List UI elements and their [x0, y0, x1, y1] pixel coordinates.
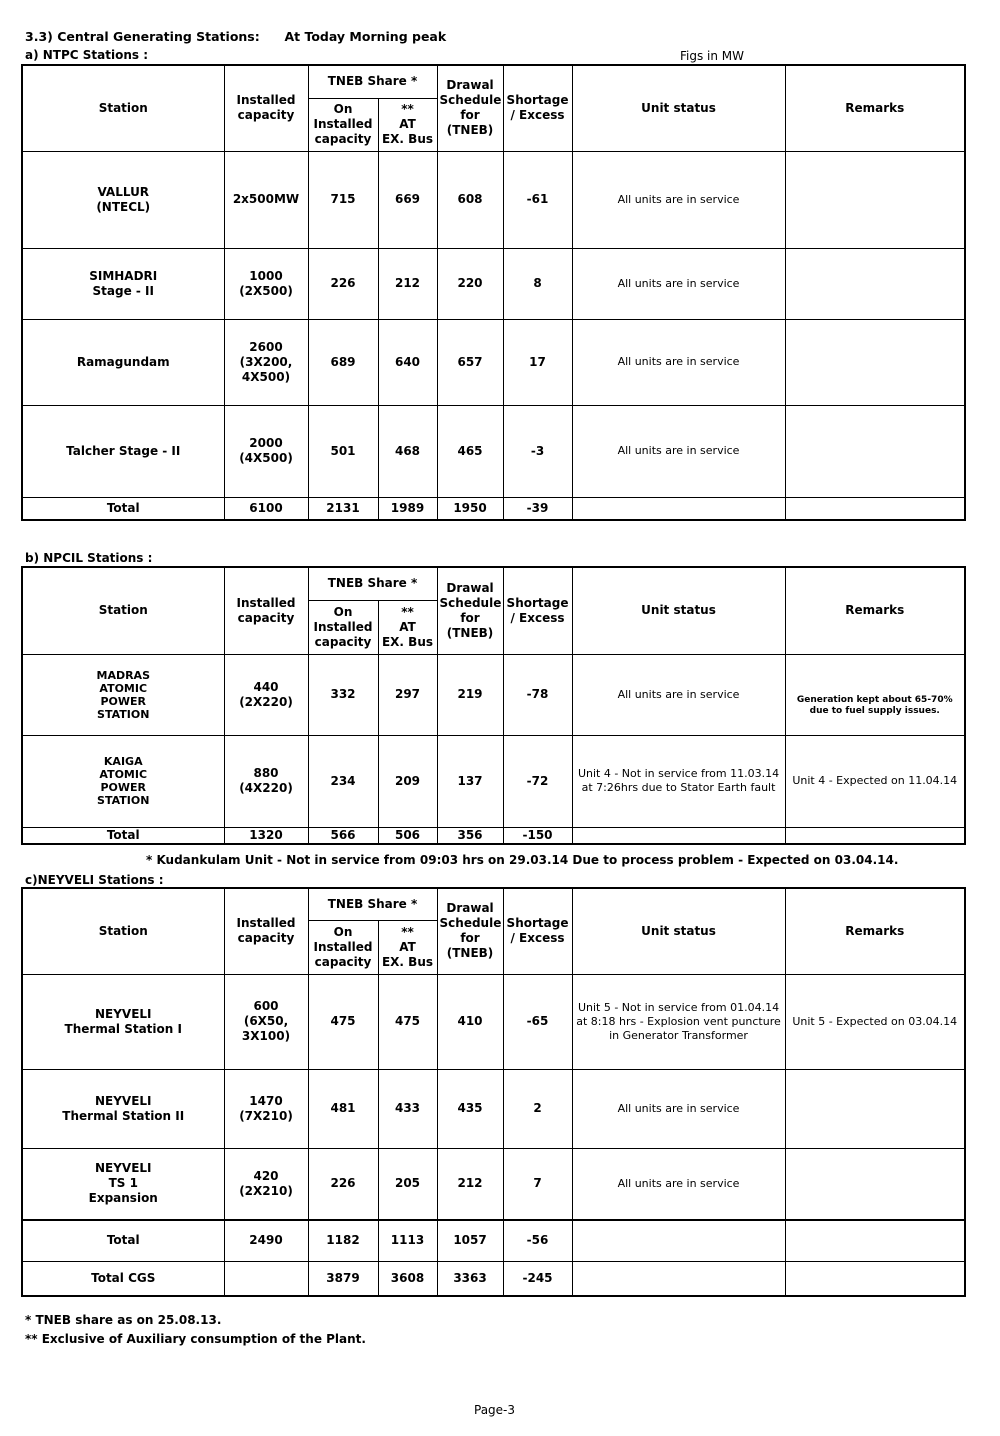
total-remarks	[785, 827, 965, 844]
header-unit-status: Unit status	[572, 888, 785, 974]
header-at-ex-bus: ** AT EX. Bus	[378, 600, 437, 654]
header-on-installed: On Installed capacity	[308, 600, 378, 654]
header-drawal: Drawal Schedule for (TNEB)	[437, 567, 503, 654]
on-installed-value: 226	[308, 1148, 378, 1220]
total-capacity: 6100	[224, 497, 308, 520]
header-drawal: Drawal Schedule for (TNEB)	[437, 65, 503, 151]
total-row	[22, 1220, 965, 1261]
at-ex-bus-value: 468	[378, 405, 437, 497]
unit-status: All units are in service	[572, 151, 785, 248]
header-on-installed: On Installed capacity	[308, 98, 378, 151]
on-installed-value: 226	[308, 248, 378, 319]
installed-capacity: 600 (6X50, 3X100)	[224, 974, 308, 1069]
total-cgs-shortage: -245	[503, 1261, 572, 1296]
installed-capacity: 440 (2X220)	[224, 654, 308, 735]
remarks	[785, 248, 965, 319]
at-ex-bus-value: 475	[378, 974, 437, 1069]
drawal-value: 410	[437, 974, 503, 1069]
shortage-value: 8	[503, 248, 572, 319]
figs-note: Figs in MW	[680, 49, 745, 63]
table-row	[22, 1148, 965, 1220]
station-name: Talcher Stage - II	[22, 405, 224, 497]
ntpc-title: a) NTPC Stations :	[25, 48, 148, 62]
total-drawal: 1057	[437, 1220, 503, 1261]
total-cgs-capacity	[224, 1261, 308, 1296]
remarks: Unit 4 - Expected on 11.04.14	[785, 735, 965, 827]
npcil-title: b) NPCIL Stations :	[25, 551, 153, 565]
drawal-value: 212	[437, 1148, 503, 1220]
header-tneb-share: TNEB Share *	[308, 567, 437, 600]
shortage-value: -61	[503, 151, 572, 248]
header-tneb-share: TNEB Share *	[308, 888, 437, 920]
header-shortage: Shortage / Excess	[503, 65, 572, 151]
installed-capacity: 1470 (7X210)	[224, 1069, 308, 1148]
kudankulam-note: * Kudankulam Unit - Not in service from 09:03 hrs on 29.03.14 Due to process problem - Expected on 03.04.14.	[146, 853, 899, 867]
unit-status: All units are in service	[572, 405, 785, 497]
unit-status: All units are in service	[572, 1069, 785, 1148]
total-drawal: 356	[437, 827, 503, 844]
drawal-value: 608	[437, 151, 503, 248]
on-installed-value: 689	[308, 319, 378, 405]
at-ex-bus-value: 640	[378, 319, 437, 405]
total-on-installed: 1182	[308, 1220, 378, 1261]
header-station: Station	[22, 65, 224, 151]
drawal-value: 137	[437, 735, 503, 827]
on-installed-value: 234	[308, 735, 378, 827]
total-label: Total	[22, 497, 224, 520]
at-ex-bus-value: 433	[378, 1069, 437, 1148]
at-ex-bus-value: 669	[378, 151, 437, 248]
total-on-installed: 2131	[308, 497, 378, 520]
station-name: KAIGA ATOMIC POWER STATION	[22, 735, 224, 827]
header-at-ex-bus: ** AT EX. Bus	[378, 920, 437, 974]
total-at-ex-bus: 506	[378, 827, 437, 844]
at-ex-bus-value: 212	[378, 248, 437, 319]
shortage-value: -3	[503, 405, 572, 497]
total-label: Total	[22, 1220, 224, 1261]
total-row	[22, 827, 965, 844]
unit-status: All units are in service	[572, 319, 785, 405]
total-at-ex-bus: 1989	[378, 497, 437, 520]
installed-capacity: 2600 (3X200, 4X500)	[224, 319, 308, 405]
footnote-tneb-share: * TNEB share as on 25.08.13.	[25, 1313, 222, 1327]
total-shortage: -150	[503, 827, 572, 844]
total-cgs-at-ex-bus: 3608	[378, 1261, 437, 1296]
total-cgs-unit-status	[572, 1261, 785, 1296]
remarks: Unit 5 - Expected on 03.04.14	[785, 974, 965, 1069]
remarks	[785, 151, 965, 248]
header-remarks: Remarks	[785, 888, 965, 974]
on-installed-value: 475	[308, 974, 378, 1069]
station-name: NEYVELI TS 1 Expansion	[22, 1148, 224, 1220]
header-installed-capacity: Installed capacity	[224, 567, 308, 654]
remarks: Generation kept about 65-70% due to fuel supply issues.	[785, 654, 965, 735]
station-name: MADRAS ATOMIC POWER STATION	[22, 654, 224, 735]
header-on-installed: On Installed capacity	[308, 920, 378, 974]
total-at-ex-bus: 1113	[378, 1220, 437, 1261]
unit-status: All units are in service	[572, 1148, 785, 1220]
header-row	[22, 888, 965, 920]
header-station: Station	[22, 888, 224, 974]
total-shortage: -56	[503, 1220, 572, 1261]
drawal-value: 657	[437, 319, 503, 405]
header-shortage: Shortage / Excess	[503, 888, 572, 974]
drawal-value: 219	[437, 654, 503, 735]
shortage-value: -78	[503, 654, 572, 735]
total-unit-status	[572, 1220, 785, 1261]
total-drawal: 1950	[437, 497, 503, 520]
shortage-value: 17	[503, 319, 572, 405]
table-row	[22, 974, 965, 1069]
total-cgs-row	[22, 1261, 965, 1296]
shortage-value: 2	[503, 1069, 572, 1148]
total-cgs-remarks	[785, 1261, 965, 1296]
unit-status: All units are in service	[572, 654, 785, 735]
table-row	[22, 319, 965, 405]
at-ex-bus-value: 297	[378, 654, 437, 735]
total-unit-status	[572, 827, 785, 844]
drawal-value: 220	[437, 248, 503, 319]
station-name: NEYVELI Thermal Station II	[22, 1069, 224, 1148]
header-tneb-share: TNEB Share *	[308, 65, 437, 98]
installed-capacity: 880 (4X220)	[224, 735, 308, 827]
installed-capacity: 2000 (4X500)	[224, 405, 308, 497]
installed-capacity: 420 (2X210)	[224, 1148, 308, 1220]
section-heading	[25, 29, 446, 44]
ntpc-table	[21, 64, 966, 521]
npcil-table	[21, 566, 966, 845]
header-unit-status: Unit status	[572, 65, 785, 151]
on-installed-value: 715	[308, 151, 378, 248]
total-on-installed: 566	[308, 827, 378, 844]
remarks	[785, 405, 965, 497]
neyveli-table	[21, 887, 966, 1297]
total-capacity: 1320	[224, 827, 308, 844]
unit-status: Unit 5 - Not in service from 01.04.14 at 8:18 hrs - Explosion vent puncture in Generator Transformer	[572, 974, 785, 1069]
remarks	[785, 319, 965, 405]
total-cgs-on-installed: 3879	[308, 1261, 378, 1296]
unit-status: All units are in service	[572, 248, 785, 319]
total-label: Total	[22, 827, 224, 844]
at-ex-bus-value: 205	[378, 1148, 437, 1220]
at-ex-bus-value: 209	[378, 735, 437, 827]
unit-status: Unit 4 - Not in service from 11.03.14 at 7:26hrs due to Stator Earth fault	[572, 735, 785, 827]
page-number: Page-3	[474, 1403, 516, 1417]
station-name: VALLUR (NTECL)	[22, 151, 224, 248]
header-installed-capacity: Installed capacity	[224, 65, 308, 151]
installed-capacity: 1000 (2X500)	[224, 248, 308, 319]
remarks	[785, 1148, 965, 1220]
section-title: 3.3) Central Generating Stations:	[25, 29, 260, 44]
header-drawal: Drawal Schedule for (TNEB)	[437, 888, 503, 974]
total-cgs-label: Total CGS	[22, 1261, 224, 1296]
drawal-value: 465	[437, 405, 503, 497]
header-shortage: Shortage / Excess	[503, 567, 572, 654]
peak-label: At Today Morning peak	[284, 29, 447, 44]
header-row	[22, 567, 965, 600]
table-row	[22, 1069, 965, 1148]
total-remarks	[785, 497, 965, 520]
remarks	[785, 1069, 965, 1148]
header-remarks: Remarks	[785, 65, 965, 151]
header-at-ex-bus: ** AT EX. Bus	[378, 98, 437, 151]
neyveli-title: c)NEYVELI Stations :	[25, 873, 164, 887]
header-remarks: Remarks	[785, 567, 965, 654]
station-name: Ramagundam	[22, 319, 224, 405]
on-installed-value: 481	[308, 1069, 378, 1148]
drawal-value: 435	[437, 1069, 503, 1148]
station-name: NEYVELI Thermal Station I	[22, 974, 224, 1069]
header-row	[22, 65, 965, 98]
total-remarks	[785, 1220, 965, 1261]
total-cgs-drawal: 3363	[437, 1261, 503, 1296]
header-installed-capacity: Installed capacity	[224, 888, 308, 974]
header-station: Station	[22, 567, 224, 654]
on-installed-value: 501	[308, 405, 378, 497]
total-row	[22, 497, 965, 520]
shortage-value: 7	[503, 1148, 572, 1220]
table-row	[22, 735, 965, 827]
table-row	[22, 405, 965, 497]
installed-capacity: 2x500MW	[224, 151, 308, 248]
shortage-value: -72	[503, 735, 572, 827]
total-capacity: 2490	[224, 1220, 308, 1261]
shortage-value: -65	[503, 974, 572, 1069]
total-shortage: -39	[503, 497, 572, 520]
table-row	[22, 151, 965, 248]
header-unit-status: Unit status	[572, 567, 785, 654]
footnote-auxiliary: ** Exclusive of Auxiliary consumption of the Plant.	[25, 1332, 366, 1346]
table-row	[22, 248, 965, 319]
station-name: SIMHADRI Stage - II	[22, 248, 224, 319]
total-unit-status	[572, 497, 785, 520]
table-row	[22, 654, 965, 735]
on-installed-value: 332	[308, 654, 378, 735]
